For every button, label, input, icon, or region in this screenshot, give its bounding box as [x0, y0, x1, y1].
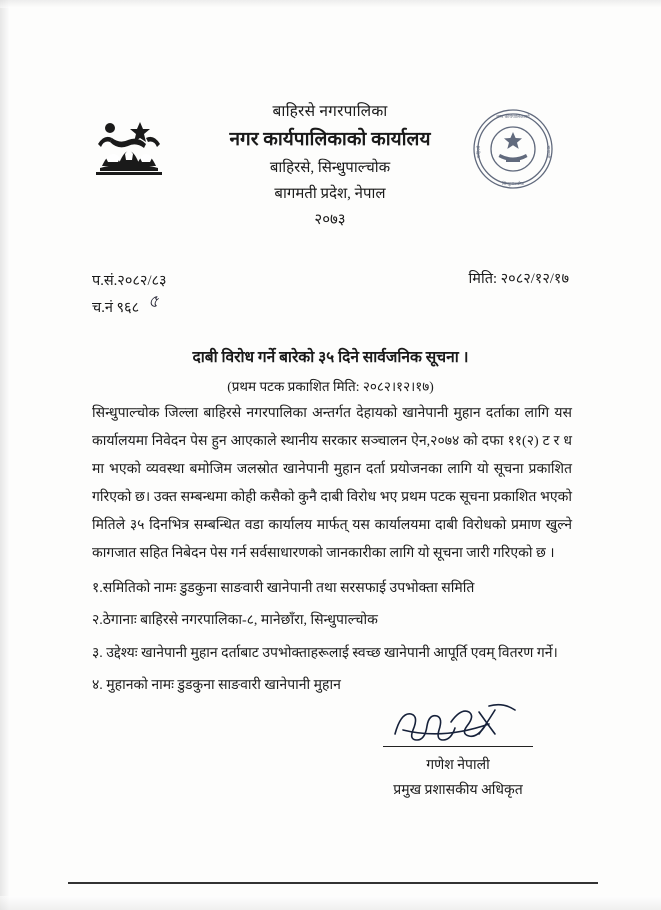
footer-divider	[68, 882, 598, 884]
scan-edge-top	[0, 0, 661, 8]
svg-text:बाहिरसे: बाहिरसे	[476, 145, 481, 159]
list-item: ४. मुहानको नामः डुडकुना साङवारी खानेपानी मुहान	[92, 678, 341, 694]
document-header	[0, 100, 661, 250]
office-location: बाहिरसे, सिन्धुपाल्चोक	[269, 160, 391, 177]
office-province: बागमती प्रदेश, नेपाल	[274, 186, 386, 203]
signature-rule	[383, 746, 533, 747]
municipality-name: बाहिरसे नगरपालिका	[272, 103, 388, 120]
detail-point-list	[92, 578, 592, 708]
list-item: १.समितिको नामः डुडकुना साङवारी खानेपानी तथा सरसफाई उपभोक्ता समिति	[92, 581, 475, 596]
list-item: ३. उद्देश्यः खानेपानी मुहान दर्ताबाट उपभोक्ताहरूलाई स्वच्छ खानेपानी आपूर्ति एवम् वितरण गर्ने।	[92, 645, 558, 661]
list-item: २.ठेगानाः बाहिरसे नगरपालिका-८, मानेछाँरा, सिन्धुपाल्चोक	[92, 613, 378, 629]
handwritten-signature-icon	[343, 700, 573, 744]
page-title: दाबी विरोध गर्ने बारेको ३५ दिने सार्वजनिक सूचना ।	[192, 349, 469, 366]
patra-sankhya: प.सं.२०८२/८३	[92, 273, 167, 289]
notice-body-text: सिन्धुपाल्चोक जिल्ला बाहिरसे नगरपालिका अन्तर्गत देहायको खानेपानी मुहान दर्ताका लागि यस कार्यालयमा निवेदन पेस हुन आएकाले स्थानीय सरकार सञ्चालन ऐन,२०७४ को दफा ११(२) ट र ध मा भएको व्यवस्था बमोजिम जलस्रोत खानेपानी मुहान दर्ता प्रयोजनका लागि यो सूचना प्रकाशित गरिएको छ। उक्त सम्बन्धमा कोही कसैको कुनै दाबी विरोध भए प्रथम पटक सूचना प्रकाशित भएको मितिले ३५ दिनभित्र सम्बन्धित वडा कार्यालय मार्फत् यस कार्यालयमा दाबी विरोधको प्रमाण खुल्ने कागजात सहित निबेदन पेस गर्न सर्वसाधारणको जानकारीका लागि यो सूचना जारी गरिएको छ ।	[92, 406, 572, 561]
office-round-seal-icon	[470, 106, 556, 192]
signatory-post: प्रमुख प्रशासकीय अधिकृत	[393, 783, 523, 798]
body-paragraph	[92, 400, 572, 568]
page-subtitle: (प्रथम पटक प्रकाशित मिति: २०८२।१२।१७)	[227, 379, 434, 394]
office-name: नगर कार्यपालिकाको कार्यालय	[229, 128, 431, 150]
nepal-emblem-icon	[92, 114, 166, 180]
svg-text:नगर कार्यपालिकाको: नगर कार्यपालिकाको	[496, 114, 530, 119]
title-block	[0, 345, 661, 395]
svg-text:सिन्धुपाल्चोक: सिन्धुपाल्चोक	[501, 181, 525, 186]
signatory-name: गणेश नेपाली	[426, 758, 490, 773]
header-text-block	[180, 100, 480, 232]
svg-text:बागमती: बागमती	[546, 145, 551, 159]
chalani-handwritten-mark: ৫	[147, 291, 160, 312]
scan-edge-bottom	[0, 896, 661, 910]
signature-block	[343, 700, 573, 799]
office-year: २०७३	[314, 212, 346, 229]
chalani-sankhya: च.नं ९६८	[92, 299, 140, 316]
document-date: मिति: २०८२/१२/१७	[468, 271, 569, 287]
